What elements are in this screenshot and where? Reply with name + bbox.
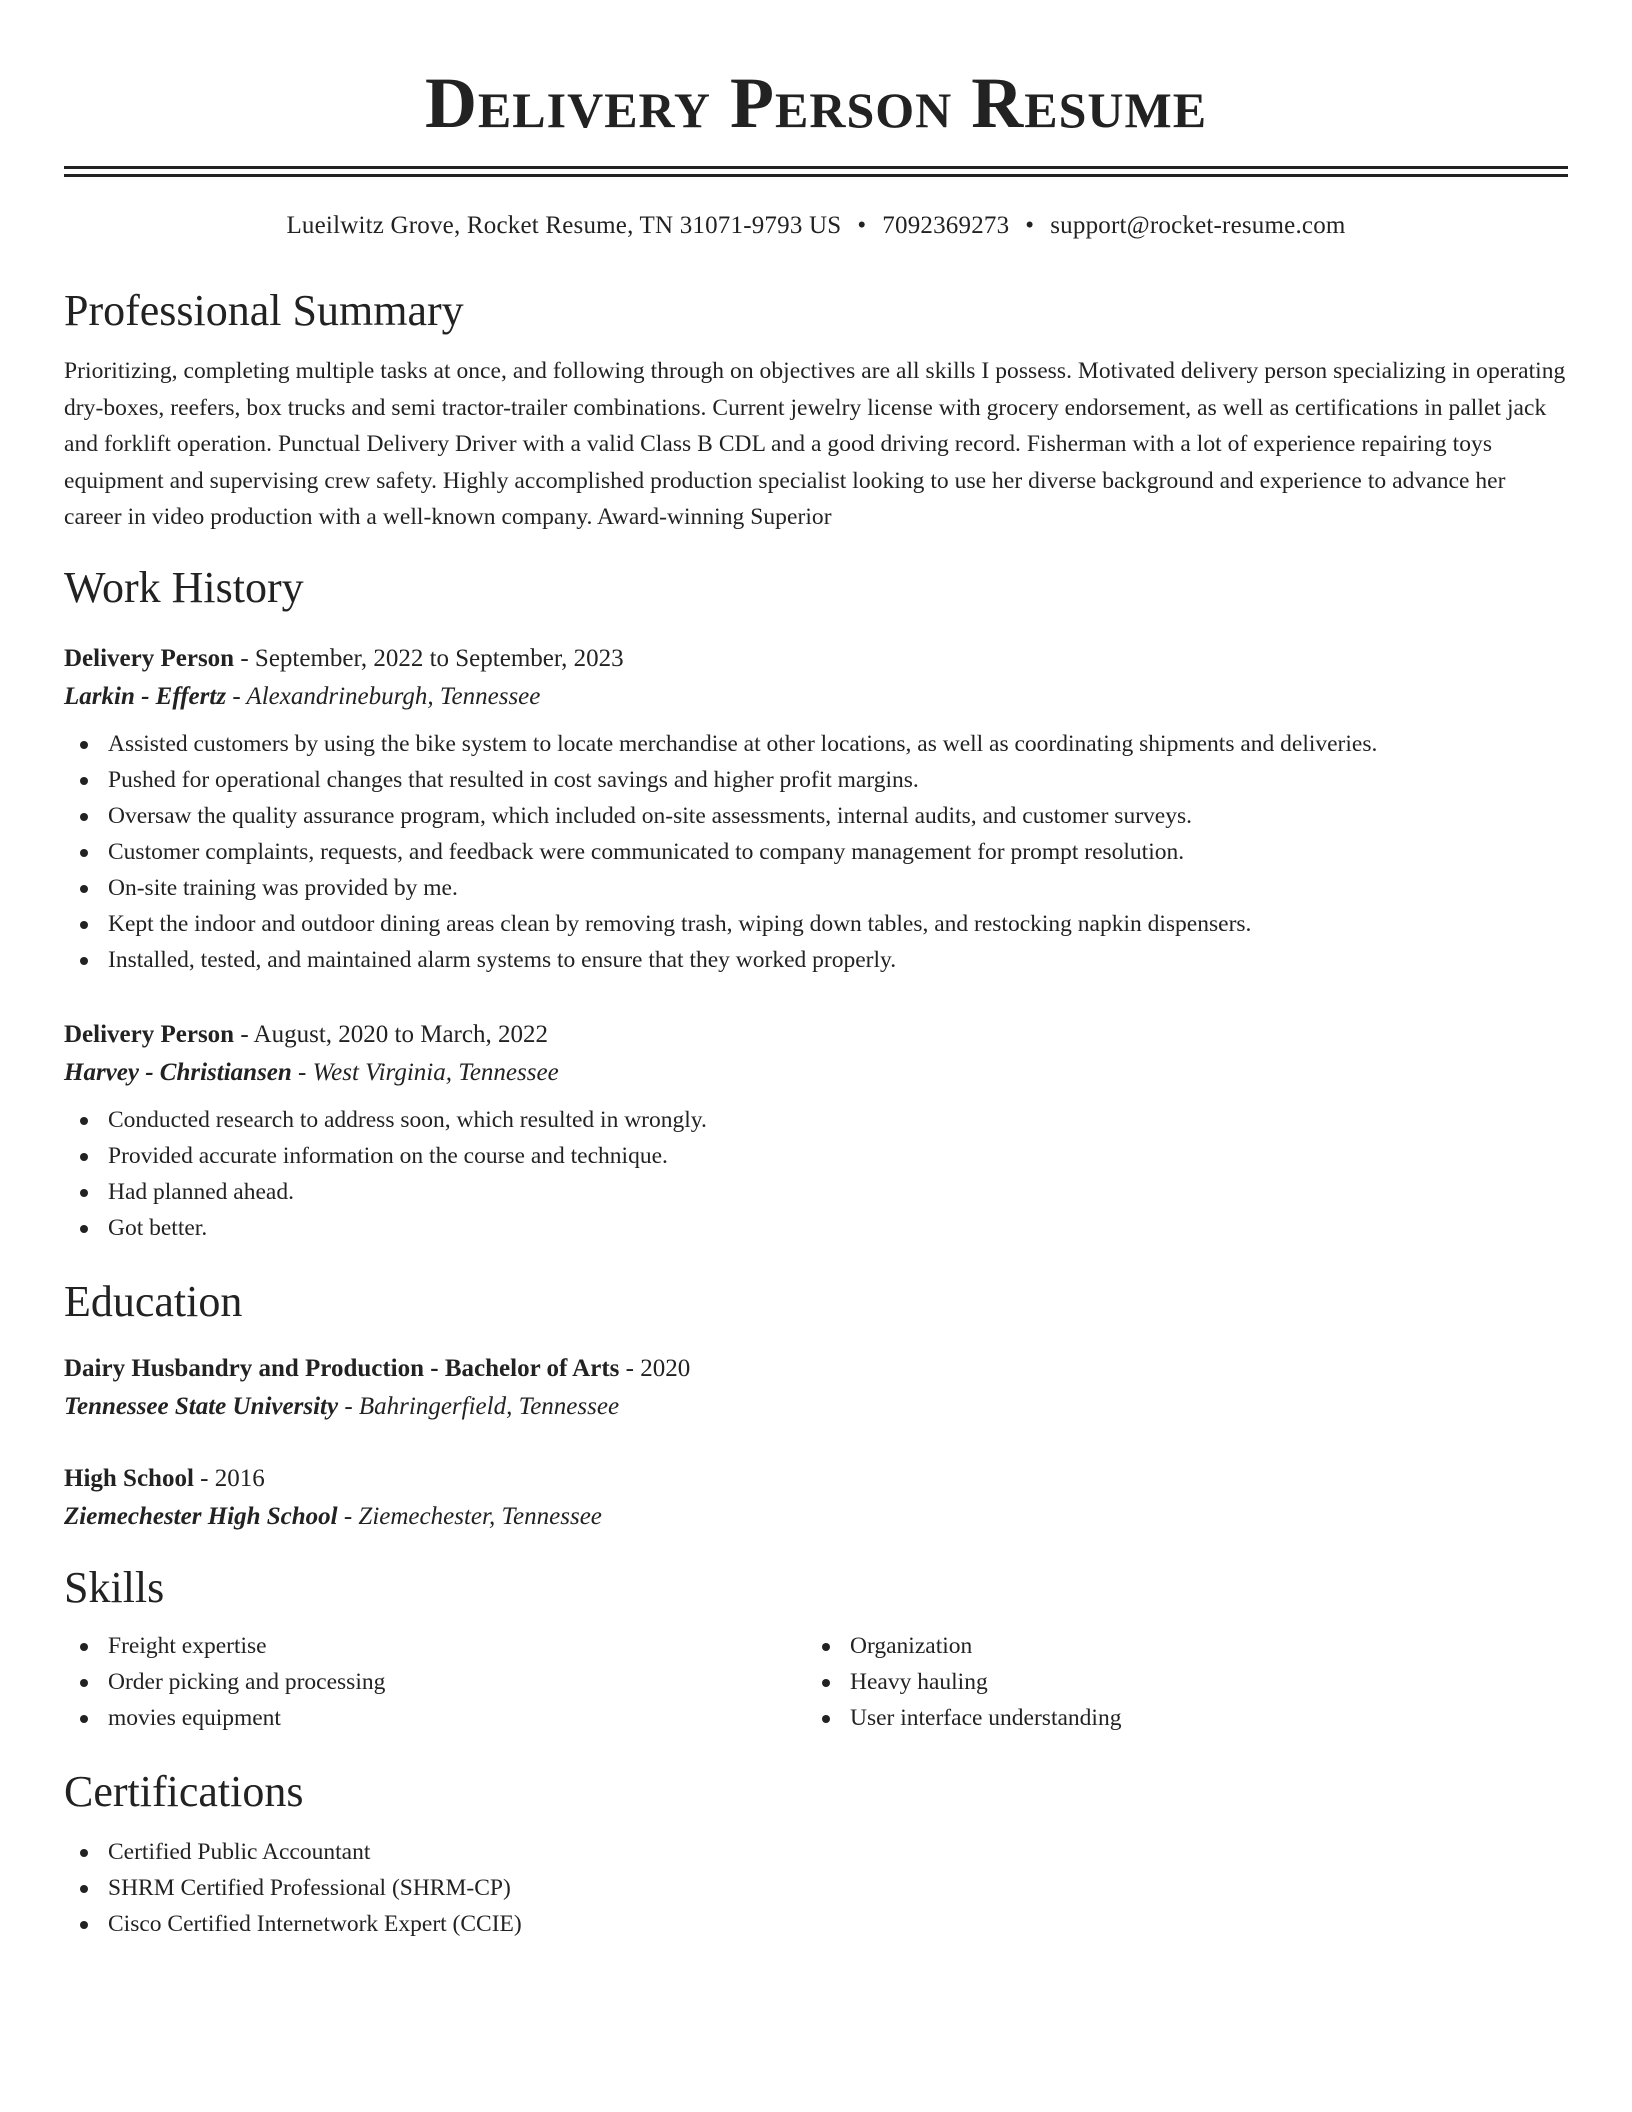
job-title: Delivery Person (64, 644, 235, 672)
job-location: - Alexandrineburgh, Tennessee (226, 682, 541, 710)
job-entry (64, 1016, 1568, 1246)
job-duties-list (64, 726, 1568, 978)
job-company: Harvey - Christiansen (64, 1058, 292, 1086)
list-item: Kept the indoor and outdoor dining areas clean by removing trash, wiping down tables, and restocking napkin dispensers. (108, 906, 1568, 942)
list-item: User interface understanding (850, 1700, 1548, 1736)
job-company: Larkin - Effertz (64, 682, 227, 710)
work-history-heading: Work History (64, 562, 304, 612)
job-header (64, 1016, 1568, 1054)
skills-column-left (64, 1628, 806, 1736)
resume-title: Delivery Person Resume (424, 63, 1208, 143)
skills-list (64, 1628, 806, 1736)
list-item: movies equipment (108, 1700, 806, 1736)
job-dates: - September, 2022 to September, 2023 (234, 644, 624, 672)
education-location: - Bahringerfield, Tennessee (338, 1392, 620, 1420)
job-location: - West Virginia, Tennessee (291, 1058, 559, 1086)
education-header (64, 1460, 1568, 1498)
skills-heading: Skills (64, 1562, 165, 1612)
job-header (64, 640, 1568, 678)
list-item: Installed, tested, and maintained alarm systems to ensure that they worked properly. (108, 942, 1568, 978)
education-institution (64, 1388, 1568, 1426)
list-item: Certified Public Accountant (108, 1834, 1568, 1870)
job-employer (64, 1054, 1568, 1092)
summary-text: Prioritizing, completing multiple tasks at once, and following through on objectives are all skills I possess. Motivated delivery person specializing in operating dry-boxes, reefers, box trucks and semi tractor-trailer combinations. Current jewelry license with grocery endorsement, as well as certifications in pallet jack and forklift operation. Punctual Delivery Driver with a valid Class B CDL and a good driving record. Fisherman with a lot of experience repairing toys equipment and supervising crew safety. Highly accomplished production specialist looking to use her diverse background and experience to advance her career in video production with a well-known company. Award-winning Superior (64, 358, 1566, 530)
list-item: Cisco Certified Internetwork Expert (CCIE) (108, 1906, 1568, 1942)
education-heading: Education (64, 1276, 243, 1326)
list-item: Conducted research to address soon, which resulted in wrongly. (108, 1102, 1568, 1138)
contact-line (64, 209, 1568, 243)
job-title: Delivery Person (64, 1020, 235, 1048)
list-item: Heavy hauling (850, 1664, 1548, 1700)
education-header (64, 1350, 1568, 1388)
education-location: - Ziemechester, Tennessee (337, 1502, 602, 1530)
certifications-heading: Certifications (64, 1766, 304, 1816)
education-year: - 2016 (193, 1464, 265, 1492)
education-entry (64, 1350, 1568, 1426)
job-dates: - August, 2020 to March, 2022 (234, 1020, 548, 1048)
list-item: Customer complaints, requests, and feedback were communicated to company management for prompt resolution. (108, 834, 1568, 870)
education-school: Tennessee State University (64, 1392, 339, 1420)
list-item: Freight expertise (108, 1628, 806, 1664)
education-institution (64, 1498, 1568, 1536)
list-item: Organization (850, 1628, 1548, 1664)
education-entry (64, 1460, 1568, 1536)
list-item: SHRM Certified Professional (SHRM-CP) (108, 1870, 1568, 1906)
contact-email: support@rocket-resume.com (1050, 212, 1346, 239)
job-entry (64, 640, 1568, 978)
education-year: - 2020 (619, 1354, 691, 1382)
list-item: Assisted customers by using the bike system to locate merchandise at other locations, as well as coordinating shipments and deliveries. (108, 726, 1568, 762)
list-item: Pushed for operational changes that resulted in cost savings and higher profit margins. (108, 762, 1568, 798)
contact-separator: • (857, 212, 867, 239)
contact-address: Lueilwitz Grove, Rocket Resume, TN 31071-9793 US (286, 212, 842, 239)
skills-grid (64, 1628, 1568, 1736)
job-duties-list (64, 1102, 1568, 1246)
skills-list (806, 1628, 1548, 1736)
list-item: Order picking and processing (108, 1664, 806, 1700)
title-double-rule (64, 166, 1568, 177)
list-item: Oversaw the quality assurance program, which included on-site assessments, internal audits, and customer surveys. (108, 798, 1568, 834)
certifications-list (64, 1834, 1568, 1942)
skills-column-right (806, 1628, 1548, 1736)
contact-separator: • (1025, 212, 1035, 239)
list-item: Got better. (108, 1210, 1568, 1246)
education-degree: Dairy Husbandry and Production - Bachelor of Arts (64, 1354, 620, 1382)
list-item: On-site training was provided by me. (108, 870, 1568, 906)
summary-heading: Professional Summary (64, 286, 464, 335)
list-item: Had planned ahead. (108, 1174, 1568, 1210)
education-school: Ziemechester High School (64, 1502, 338, 1530)
job-employer (64, 678, 1568, 716)
education-degree: High School (64, 1464, 194, 1492)
resume-page (64, 0, 1568, 1942)
list-item: Provided accurate information on the course and technique. (108, 1138, 1568, 1174)
contact-phone: 7092369273 (882, 212, 1010, 239)
